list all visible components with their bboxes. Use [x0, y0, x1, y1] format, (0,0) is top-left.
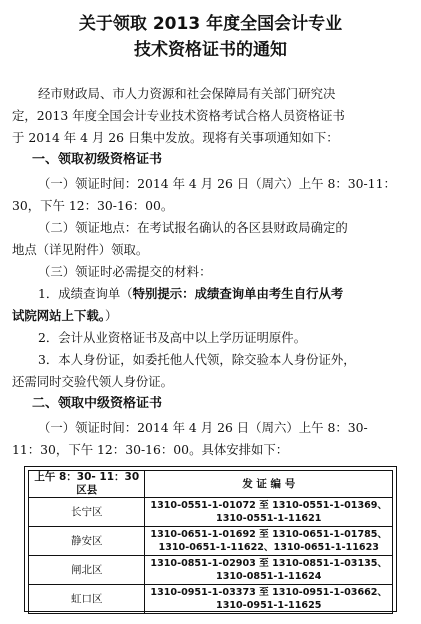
table-cell-district: 静安区 [29, 527, 145, 556]
table-cell-codes: 1310-0951-1-03373 至 1310-0951-1-03662、1310-0951-1-11625 [145, 585, 393, 614]
material-1-close: ） [104, 308, 118, 323]
table-header-row [29, 471, 393, 498]
table-cell-district: 虹口区 [29, 585, 145, 614]
body-paragraph-line: 经市财政局、市人力资源和社会保障局有关部门研究决 [38, 86, 336, 101]
body-paragraph-line: 于 2014 年 4 月 26 日集中发放。现将有关事项通知如下： [12, 130, 339, 145]
special-notice-cont: 试院网站上下载。 [12, 308, 105, 323]
special-notice: 特别提示：成绩查询单由考生自行从考 [132, 286, 344, 301]
table-row [29, 527, 393, 556]
s1-time-line: （一）领证时间：2014 年 4 月 26 日（周六）上午 8：30-11： [38, 176, 396, 191]
section-heading-1: 一、领取初级资格证书 [32, 152, 163, 167]
s1-place-line: （二）领证地点：在考试报名确认的各区县财政局确定的 [38, 220, 348, 235]
s1-materials-heading: （三）领证时必需提交的材料： [38, 264, 212, 279]
s2-time-line: （一）领证时间：2014 年 4 月 26 日（周六）上午 8：30- [38, 420, 368, 435]
title-line-2: 技术资格证书的通知 [134, 40, 287, 60]
table-header-district: 上午 8：30- 11：30 区县 [29, 471, 145, 498]
schedule-table [28, 470, 393, 614]
material-1-line [12, 308, 410, 324]
material-1-text: 1．成绩查询单（ [38, 286, 133, 301]
material-3-line: 3．本人身份证，如委托他人代领，除交验本人身份证外， [38, 352, 356, 367]
material-3-line: 还需同时交验代领人身份证。 [12, 374, 174, 389]
table-row [29, 498, 393, 527]
body-paragraph-line: 定，2013 年度全国会计专业技术资格考试合格人员资格证书 [12, 108, 345, 123]
schedule-table-frame [24, 466, 397, 612]
s2-time-line: 11：30，下午 12：30-16：00。具体安排如下： [12, 442, 289, 457]
s1-place-line: 地点（详见附件）领取。 [12, 242, 149, 257]
table-cell-codes: 1310-0851-1-02903 至 1310-0851-1-03135、1310-0851-1-11624 [145, 556, 393, 585]
material-1-line [12, 286, 410, 302]
table-row [29, 556, 393, 585]
section-heading-2: 二、领取中级资格证书 [32, 396, 163, 411]
table-cell-codes: 1310-0551-1-01072 至 1310-0551-1-01369、1310-0551-1-11621 [145, 498, 393, 527]
table-cell-district: 长宁区 [29, 498, 145, 527]
table-row [29, 585, 393, 614]
table-header-codes: 发 证 编 号 [145, 471, 393, 498]
table-cell-codes: 1310-0651-1-01692 至 1310-0651-1-01785、1310-0651-1-11622、1310-0651-1-11623 [145, 527, 393, 556]
title-line-1: 关于领取 2013 年度全国会计专业 [78, 14, 343, 34]
table-cell-district: 闸北区 [29, 556, 145, 585]
s1-time-line: 30，下午 12：30-16：00。 [12, 198, 174, 213]
material-2-line: 2．会计从业资格证书及高中以上学历证明原件。 [38, 330, 307, 345]
